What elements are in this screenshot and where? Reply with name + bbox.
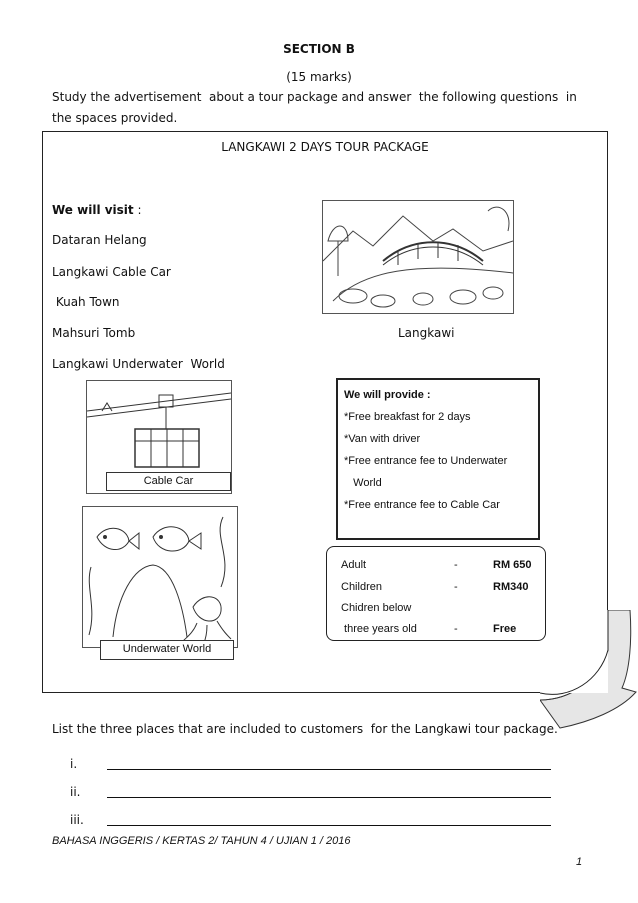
visit-label: We will visit [52,203,134,217]
underwater-drawing [83,507,237,647]
footer-text: BAHASA INGGERIS / KERTAS 2/ TAHUN 4 / UJIAN 1 / 2016 [52,835,351,847]
page-curl-graphic [540,610,638,730]
answer-number-1: i. [70,757,78,771]
answer-line-1[interactable] [107,769,551,770]
provide-item-van: *Van with driver [344,433,421,445]
provide-item-cable-car-fee: *Free entrance fee to Cable Car [344,499,500,511]
price-row-children [341,581,537,597]
place-mahsuri-tomb: Mahsuri Tomb [52,326,136,340]
price-dash: - [454,581,458,593]
place-dataran-helang: Dataran Helang [52,233,147,247]
landscape-image [322,200,514,314]
place-underwater-world: Langkawi Underwater World [52,357,225,371]
price-amount: RM 650 [493,559,532,571]
advert-title: LANGKAWI 2 DAYS TOUR PACKAGE [221,140,429,154]
provide-item-underwater-fee: *Free entrance fee to Underwater [344,455,508,467]
place-cable-car: Langkawi Cable Car [52,265,171,279]
answer-line-2[interactable] [107,797,551,798]
provide-heading: We will provide : [344,389,431,401]
landscape-drawing [323,201,513,313]
provide-item-breakfast: *Free breakfast for 2 days [344,411,471,423]
price-box [326,546,546,641]
price-amount: RM340 [493,581,529,593]
instruction-line-1: Study the advertisement about a tour package and answer the following questions in [52,90,577,104]
underwater-label: Underwater World [100,640,234,660]
price-category: Chidren below [341,602,412,614]
provide-item-underwater-fee-cont: World [344,477,382,489]
price-row-adult [341,559,537,575]
price-dash: - [454,623,458,635]
visit-heading [52,203,142,217]
question-text: List the three places that are included to customers for the Langkawi tour package. [52,722,558,736]
price-row-children-below [341,602,537,618]
cable-car-label: Cable Car [106,472,231,491]
answer-number-2: ii. [70,785,81,799]
instruction-line-2: the spaces provided. [52,111,178,125]
landscape-caption: Langkawi [398,326,455,340]
price-amount: Free [493,623,517,635]
visit-colon: : [133,203,142,217]
price-row-under-three [341,623,537,639]
price-category: three years old [341,623,417,635]
price-category: Adult [341,559,367,571]
section-title: SECTION B [283,42,355,56]
place-kuah-town: Kuah Town [52,295,120,309]
marks-label: (15 marks) [286,70,352,84]
answer-line-3[interactable] [107,825,551,826]
page-number: 1 [576,856,583,868]
price-category: Children [341,581,382,593]
provisions-box [336,378,540,540]
underwater-image [82,506,238,648]
price-dash: - [454,559,458,571]
answer-number-3: iii. [70,813,84,827]
